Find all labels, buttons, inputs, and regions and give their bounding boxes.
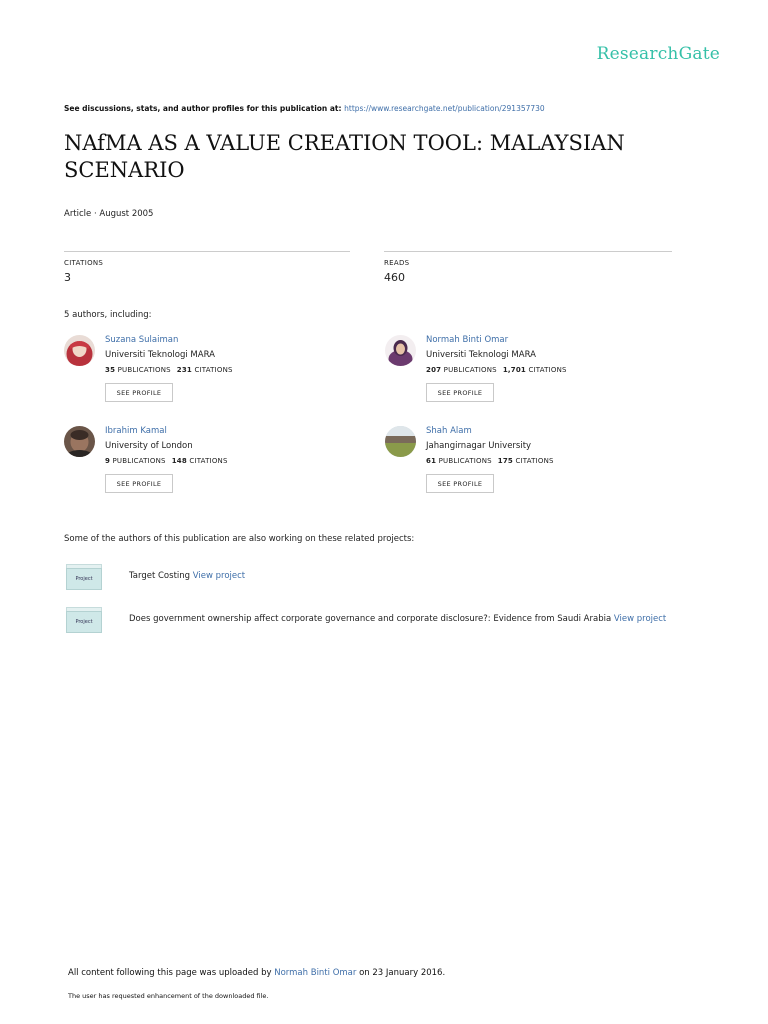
discussion-line xyxy=(64,104,545,113)
see-profile-button[interactable]: SEE PROFILE xyxy=(426,383,494,402)
author-name[interactable]: Shah Alam xyxy=(426,426,472,436)
discussion-text: See discussions, stats, and author profiles for this publication at: xyxy=(64,104,345,113)
reads-label: READS xyxy=(384,259,410,267)
project-text xyxy=(129,571,245,581)
citations-value: 3 xyxy=(64,271,71,284)
authors-heading: 5 authors, including: xyxy=(64,310,152,320)
citations-count: 175 xyxy=(497,457,513,465)
project-text xyxy=(129,614,666,624)
publication-date: August 2005 xyxy=(99,209,154,219)
author-institution: Jahangirnagar University xyxy=(426,441,532,451)
author-card xyxy=(385,335,685,419)
publications-label: PUBLICATIONS xyxy=(117,366,171,374)
author-card xyxy=(64,426,364,510)
author-avatar[interactable] xyxy=(385,335,416,366)
author-name[interactable]: Normah Binti Omar xyxy=(426,335,509,345)
enhancement-note: The user has requested enhancement of the downloaded file. xyxy=(68,992,269,1000)
projects-heading: Some of the authors of this publication are also working on these related projects: xyxy=(64,534,415,544)
see-profile-button[interactable]: SEE PROFILE xyxy=(105,474,173,493)
author-institution: Universiti Teknologi MARA xyxy=(105,350,215,360)
citations-label: CITATIONS xyxy=(194,366,233,374)
author-stats xyxy=(426,366,567,374)
uploader-link[interactable]: Normah Binti Omar xyxy=(274,968,357,978)
author-name[interactable]: Ibrahim Kamal xyxy=(105,426,167,436)
see-profile-button[interactable]: SEE PROFILE xyxy=(105,383,173,402)
author-stats xyxy=(105,366,233,374)
project-folder-icon: Project xyxy=(66,564,102,590)
author-institution: Universiti Teknologi MARA xyxy=(426,350,536,360)
citations-label: CITATIONS xyxy=(189,457,228,465)
publication-type: Article xyxy=(64,209,92,219)
meta-separator: · xyxy=(91,209,100,219)
project-title: Target Costing xyxy=(129,571,193,581)
publications-label: PUBLICATIONS xyxy=(112,457,166,465)
citations-label: CITATIONS xyxy=(515,457,554,465)
citations-label: CITATIONS xyxy=(64,259,104,267)
citations-count: 231 xyxy=(176,366,192,374)
publications-label: PUBLICATIONS xyxy=(438,457,492,465)
citations-divider xyxy=(64,251,350,252)
project-folder-icon: Project xyxy=(66,607,102,633)
project-item xyxy=(66,564,726,594)
reads-value: 460 xyxy=(384,271,405,284)
author-card xyxy=(64,335,364,419)
view-project-link[interactable]: View project xyxy=(613,614,667,624)
reads-divider xyxy=(384,251,672,252)
view-project-link[interactable]: View project xyxy=(192,571,246,581)
publications-count: 61 xyxy=(426,457,437,465)
publication-url-link[interactable]: https://www.researchgate.net/publication/291357730 xyxy=(344,104,545,113)
author-name[interactable]: Suzana Sulaiman xyxy=(105,335,179,345)
author-avatar[interactable] xyxy=(385,426,416,457)
author-institution: University of London xyxy=(105,441,193,451)
author-card xyxy=(385,426,685,510)
publication-meta xyxy=(64,209,153,219)
citations-label: CITATIONS xyxy=(528,366,567,374)
author-avatar[interactable] xyxy=(64,426,95,457)
author-stats xyxy=(105,457,228,465)
upload-info xyxy=(68,968,445,978)
publications-label: PUBLICATIONS xyxy=(443,366,497,374)
publications-count: 207 xyxy=(426,366,442,374)
author-avatar[interactable] xyxy=(64,335,95,366)
project-title: Does government ownership affect corporate governance and corporate disclosure?: Evidence from Saudi Arabia xyxy=(129,614,614,624)
see-profile-button[interactable]: SEE PROFILE xyxy=(426,474,494,493)
publication-title: NAfMA AS A VALUE CREATION TOOL: MALAYSIAN SCENARIO xyxy=(64,131,625,182)
upload-suffix: on 23 January 2016. xyxy=(356,968,446,978)
upload-prefix: All content following this page was uploaded by xyxy=(68,968,275,978)
citations-count: 1,701 xyxy=(502,366,526,374)
author-stats xyxy=(426,457,554,465)
project-item xyxy=(66,607,726,637)
citations-count: 148 xyxy=(171,457,187,465)
publications-count: 9 xyxy=(105,457,111,465)
researchgate-logo[interactable]: ResearchGate xyxy=(596,44,720,64)
publications-count: 35 xyxy=(105,366,116,374)
